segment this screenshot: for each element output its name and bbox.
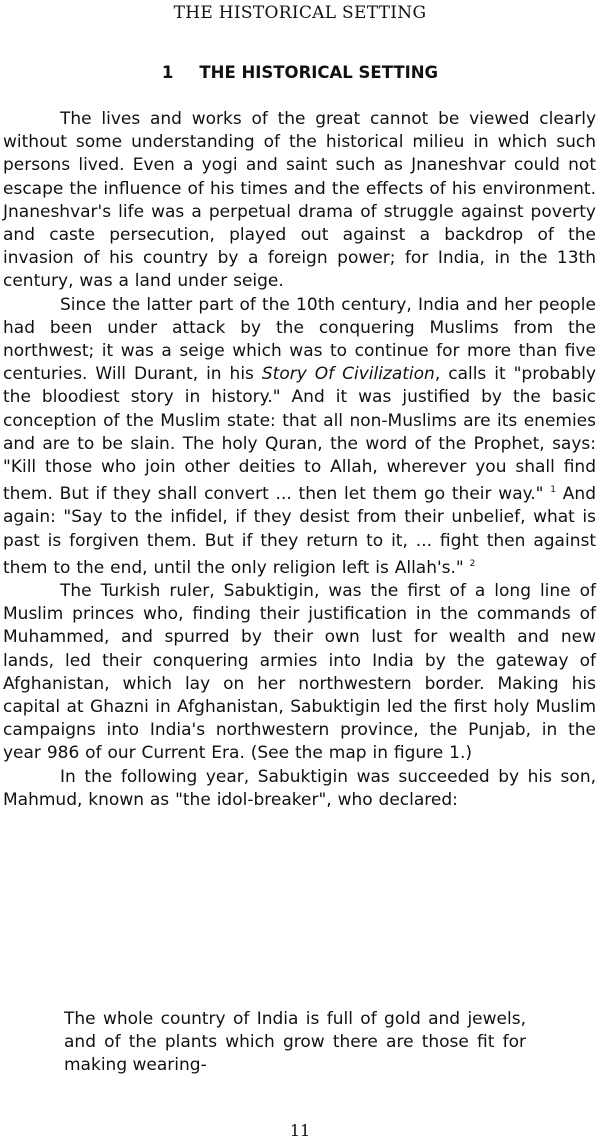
chapter-title: THE HISTORICAL SETTING bbox=[199, 63, 439, 82]
paragraph-2-part-3: And again: "Say to the infidel, if they desist from their unbelief, what is past is forgiven them. But if they return to it, ... fight then against them to the end, until the only religion left is Allah's." bbox=[3, 484, 596, 578]
paragraph-3: The Turkish ruler, Sabuktigin, was the first of a long line of Muslim princes who, finding their justification in the commands of Muhammed, and spurred by their own lust for wealth and new lands, led their conquering armies into India by the gateway of Afghanistan, which lay on her northwestern border. Making his capital at Ghazni in Afghanistan, Sabuktigin led the first holy Muslim campaigns into India's northwestern province, the Punjab, in the year 986 of our Current Era. (See the map in figure 1.) bbox=[3, 581, 596, 764]
page-number: 11 bbox=[289, 1121, 311, 1140]
paragraph-2-part-1: Since the latter part of the 10th century, India and her people had been under attack by the conquering Muslims from the northwest; it was a seige which was to continue for more than five centuries. Will Durant, in his bbox=[3, 294, 596, 385]
chapter-number: 1 bbox=[161, 63, 174, 82]
block-quote: The whole country of India is full of gold and jewels, and of the plants which grow there are those fit for making wearing- bbox=[64, 1009, 526, 1076]
chapter-heading bbox=[0, 63, 600, 82]
footnote-ref-2: 2 bbox=[469, 558, 476, 569]
footnote-ref-1: 1 bbox=[550, 485, 556, 496]
paragraph-2 bbox=[3, 294, 596, 580]
book-title: Story Of Civilization bbox=[261, 364, 435, 385]
body-text bbox=[3, 108, 596, 812]
paragraph-4: In the following year, Sabuktigin was succeeded by his son, Mahmud, known as "the idol-breaker", who declared: bbox=[3, 766, 596, 810]
paragraph-2-part-2: , calls it "probably the bloodiest story in history." And it was justified by the basic conception of the Muslim state: that all non-Muslims are its enemies and are to be slain. The holy Quran, the word of the Prophet, says: "Kill those who join other deities to Allah, wherever you shall find them. But if they shall convert ... then let them go their way." bbox=[3, 364, 597, 505]
paragraph-1: The lives and works of the great cannot be viewed clearly without some understanding of the historical milieu in which such persons lived. Even a yogi and saint such as Jnaneshvar could not escape the influence of his times and the effects of his environment. Jnaneshvar's life was a perpetual drama of struggle against poverty and caste persecution, played out against a backdrop of the invasion of his country by a foreign power; for India, in the 13th century, was a land under seige. bbox=[3, 109, 596, 292]
running-head: THE HISTORICAL SETTING bbox=[173, 3, 427, 23]
